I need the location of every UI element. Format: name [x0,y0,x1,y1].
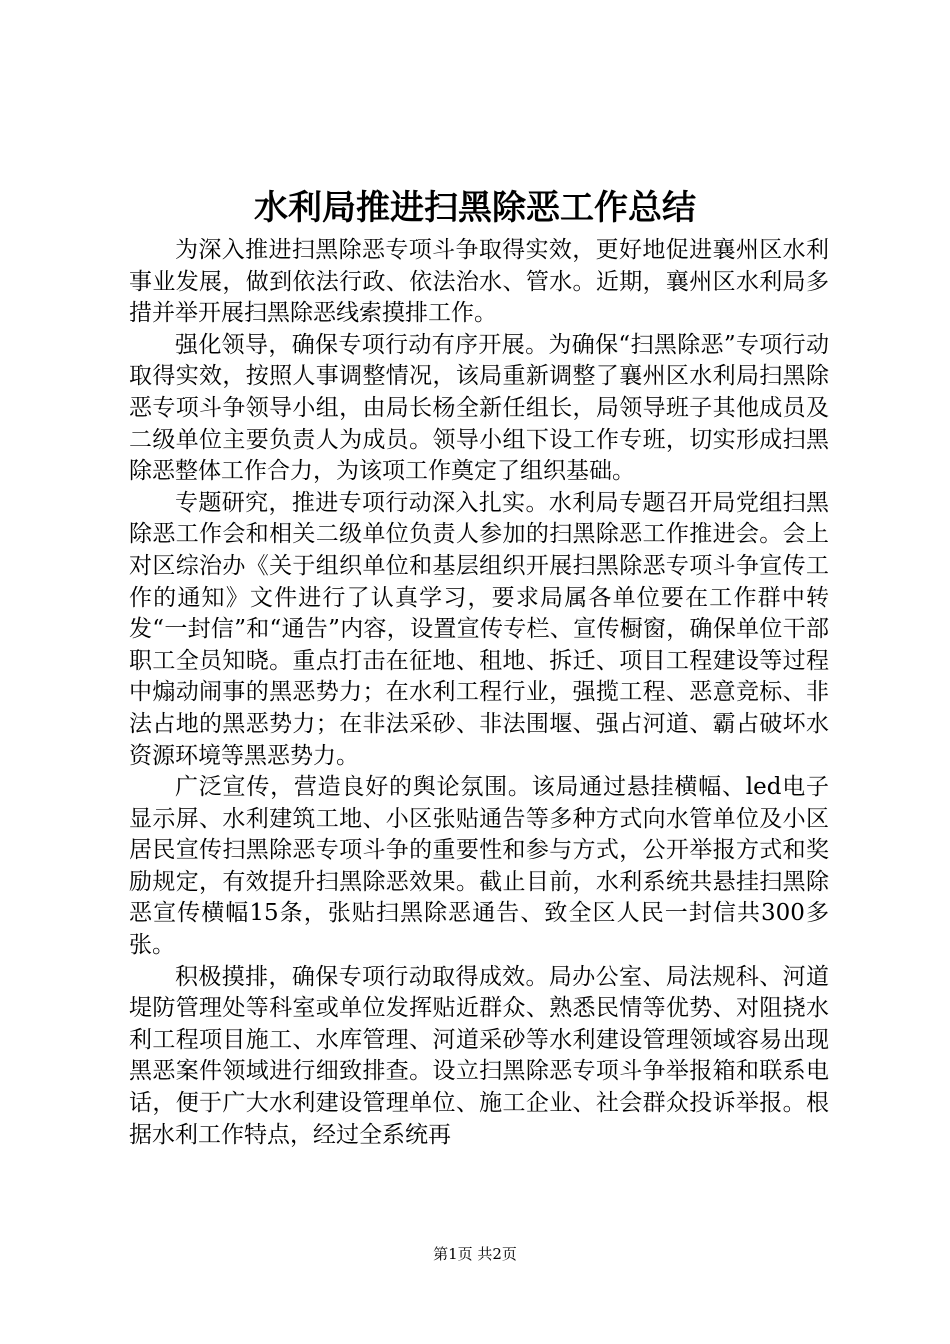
paragraph-investigation: 积极摸排，确保专项行动取得成效。局办公室、局法规科、河道堤防管理处等科室或单位发挥贴近群众、熟悉民情等优势、对阻挠水利工程项目施工、水库管理、河道采砂等水利建设管理领域容易出现黑恶案件领域进行细致排查。设立扫黑除恶专项斗争举报箱和联系电话，便于广大水利建设管理单位、施工企业、社会群众投诉举报。根据水利工作特点，经过全系统再 [129,963,829,1148]
paragraph-publicity: 广泛宣传，营造良好的舆论氛围。该局通过悬挂横幅、led电子显示屏、水利建筑工地、小区张贴通告等多种方式向水管单位及小区居民宣传扫黑除恶专项斗争的重要性和参与方式，公开举报方式和奖励规定，有效提升扫黑除恶效果。截止目前，水利系统共悬挂扫黑除恶宣传横幅15条，张贴扫黑除恶通告、致全区人民一封信共300多张。 [129,774,829,959]
document-body [129,235,829,1151]
paragraph-research: 专题研究，推进专项行动深入扎实。水利局专题召开局党组扫黑除恶工作会和相关二级单位负责人参加的扫黑除恶工作推进会。会上对区综治办《关于组织单位和基层组织开展扫黑除恶专项斗争宣传工作的通知》文件进行了认真学习，要求局属各单位要在工作群中转发“一封信”和“通告”内容，设置宣传专栏、宣传橱窗，确保单位干部职工全员知晓。重点打击在征地、租地、拆迁、项目工程建设等过程中煽动闹事的黑恶势力；在水利工程行业，强揽工程、恶意竞标、非法占地的黑恶势力；在非法采砂、非法围堰、强占河道、霸占破坏水资源环境等黑恶势力。 [129,489,829,769]
page-number-footer: 第1页 共2页 [433,1245,517,1263]
document-title: 水利局推进扫黑除恶工作总结 [254,188,696,228]
paragraph-intro: 为深入推进扫黑除恶专项斗争取得实效，更好地促进襄州区水利事业发展，做到依法行政、依法治水、管水。近期，襄州区水利局多措并举开展扫黑除恶线索摸排工作。 [129,237,829,327]
paragraph-leadership: 强化领导，确保专项行动有序开展。为确保“扫黑除恶”专项行动取得实效，按照人事调整情况，该局重新调整了襄州区水利局扫黑除恶专项斗争领导小组，由局长杨全新任组长，局领导班子其他成员及二级单位主要负责人为成员。领导小组下设工作专班，切实形成扫黑除恶整体工作合力，为该项工作奠定了组织基础。 [129,331,829,485]
